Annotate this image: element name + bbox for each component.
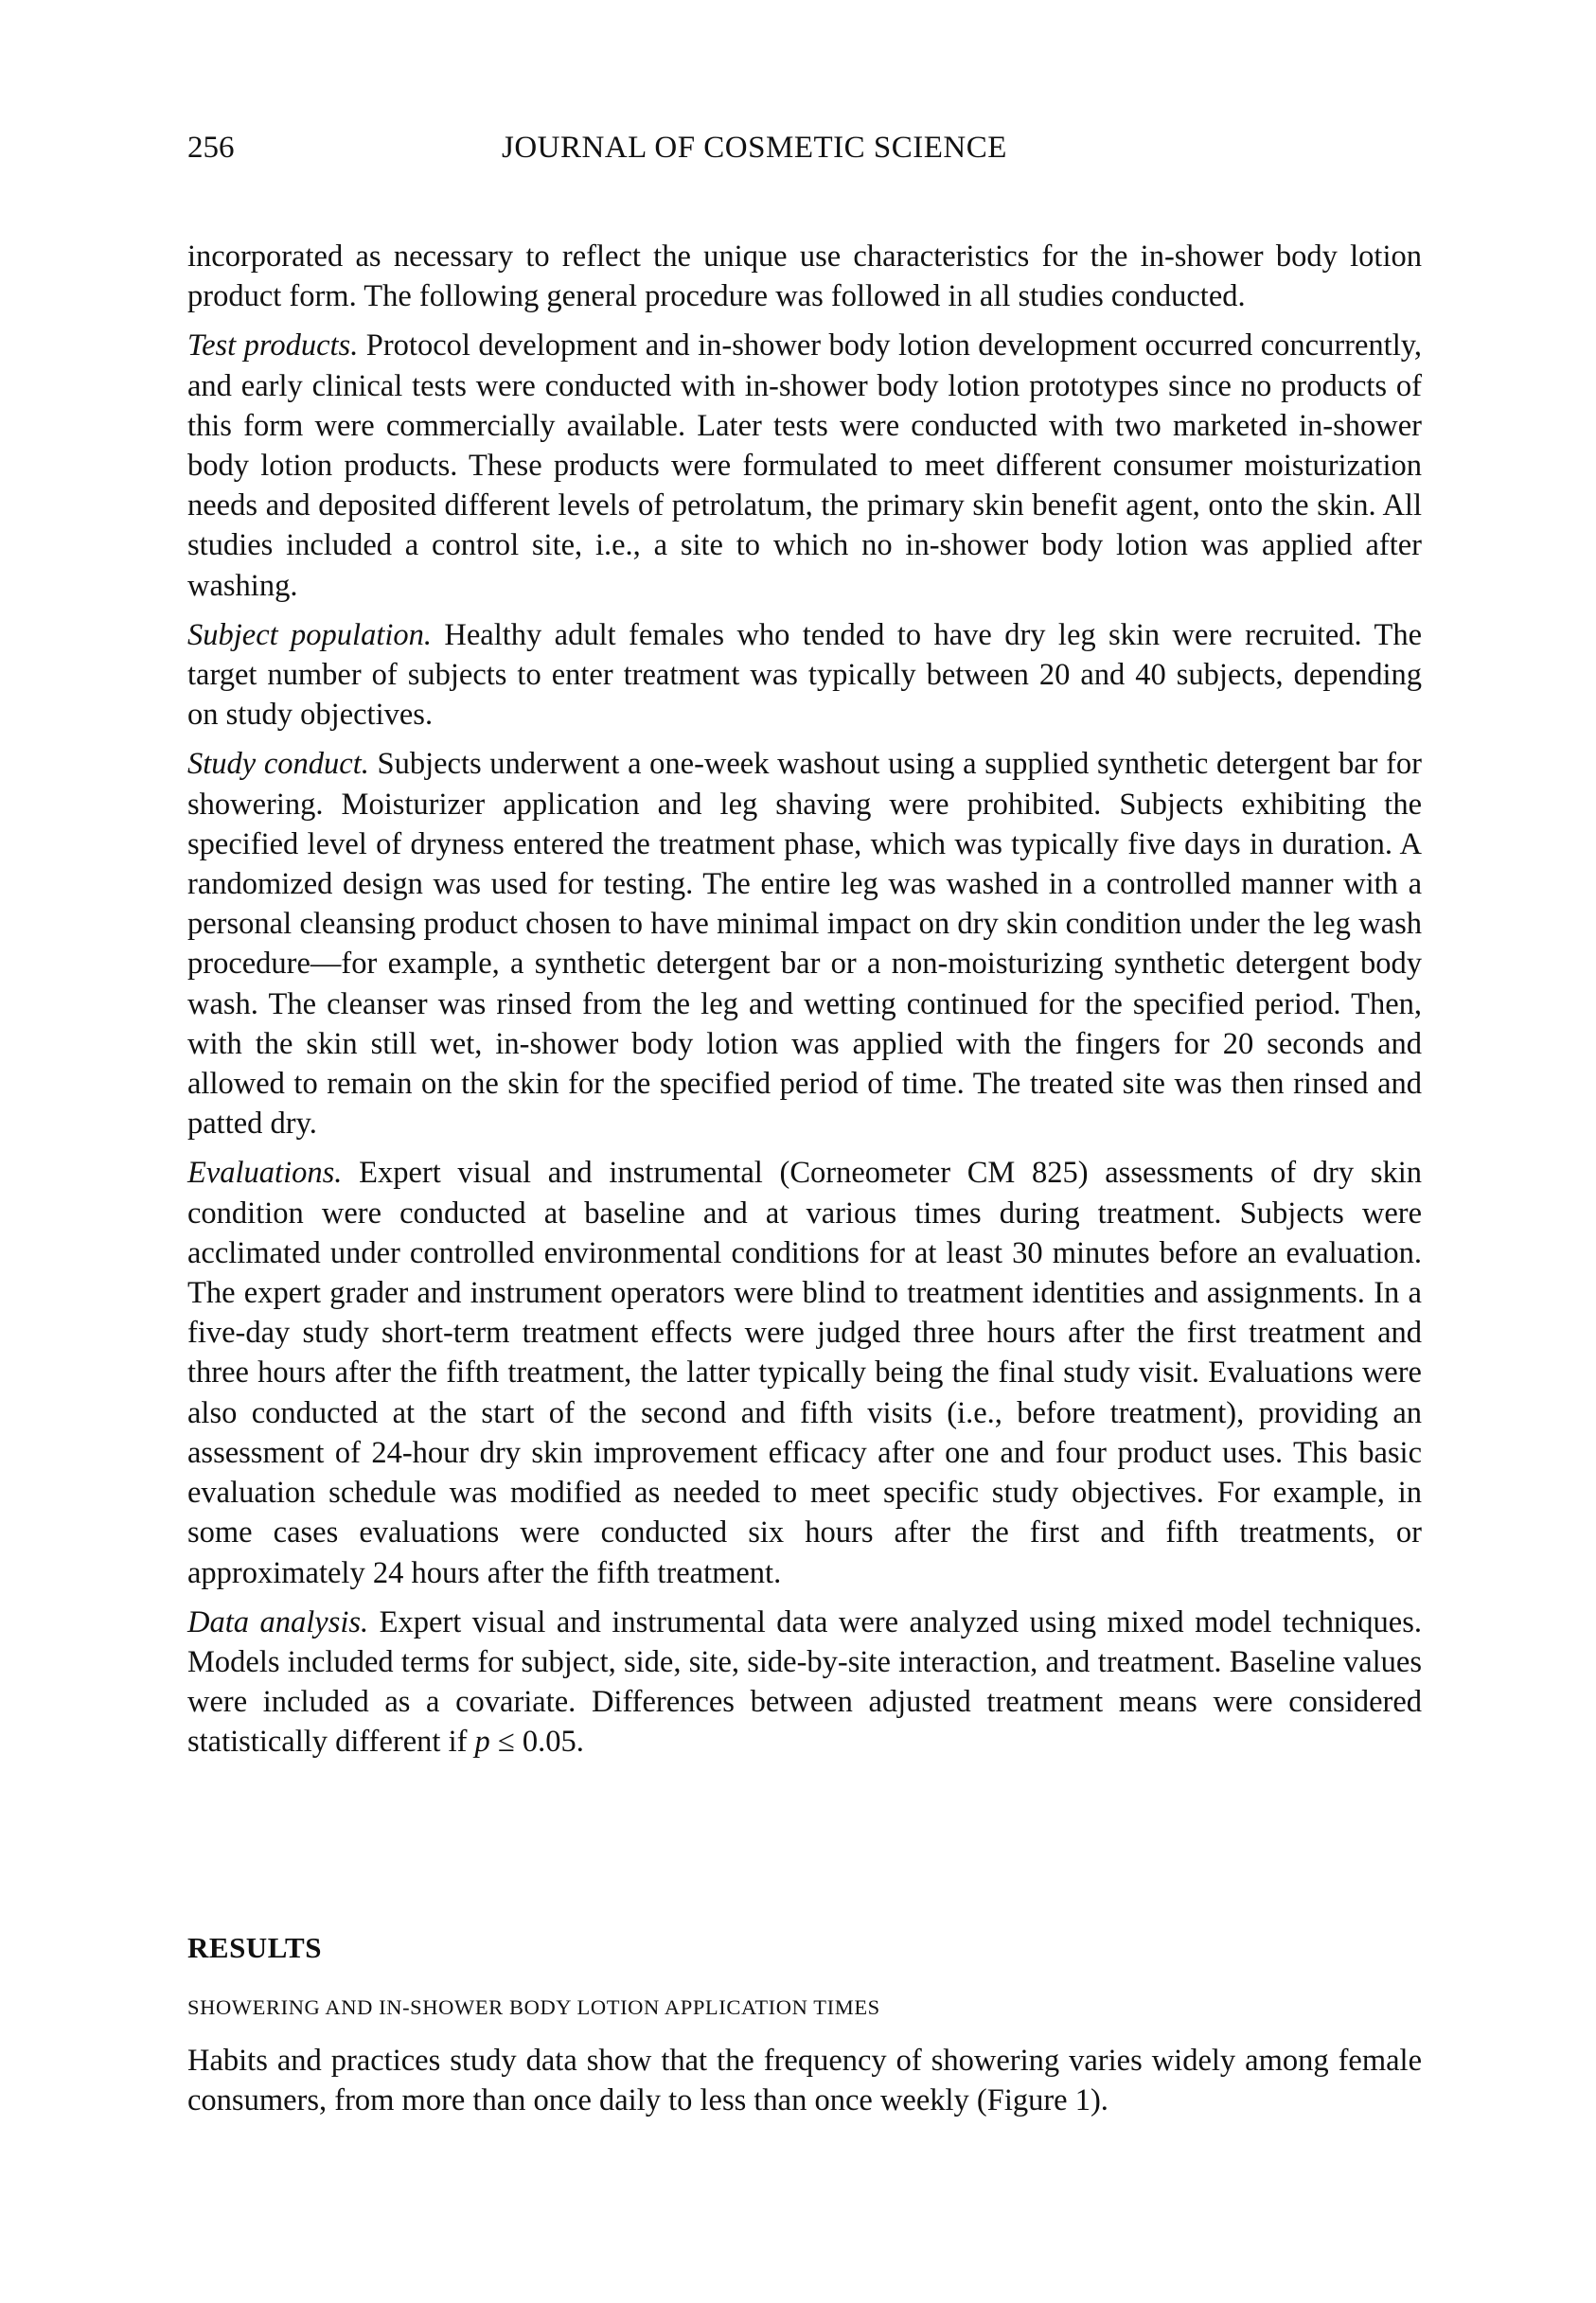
page-number: 256 <box>187 131 235 165</box>
results-body <box>187 2041 1422 2130</box>
p-value-variable: p <box>474 1725 490 1760</box>
paragraph-evaluations <box>187 1153 1422 1592</box>
runin-heading-subject-population: Subject population. <box>187 617 433 652</box>
paragraph-data-analysis <box>187 1603 1422 1763</box>
paragraph-text: Protocol development and in-shower body lotion development occurred concurrently, and early clinical tests were conducted with in-shower body lotion prototypes since no products of this form were commercially available. Later tests were conducted with two marketed in-shower body lotion products. These products were formulated to meet different consumer moisturization needs and deposited different levels of petrolatum, the primary skin benefit agent, onto the skin. All studies included a control site, i.e., a site to which no in-shower body lotion was applied after washing. <box>187 328 1422 603</box>
paragraph-text: Expert visual and instrumental (Corneometer CM 825) assessments of dry skin condition were conducted at baseline and at various times during treatment. Subjects were acclimated under controlled environmental conditions for at least 30 minutes before an evaluation. The expert grader and instrument operators were blind to treatment identities and assignments. In a five-day study short-term treatment effects were judged three hours after the first treatment and three hours after the fifth treatment, the latter typically being the final study visit. Evaluations were also conducted at the start of the second and fifth visits (i.e., before treatment), providing an assessment of 24-hour dry skin improvement efficacy after one and four product uses. This basic evaluation schedule was modified as needed to meet specific study objectives. For example, in some cases evaluations were conducted six hours after the first and fifth treatments, or approximately 24 hours after the fifth treatment. <box>187 1156 1422 1590</box>
running-head <box>187 131 1422 168</box>
paragraph-intro-continuation <box>187 237 1422 316</box>
paragraph-test-products <box>187 326 1422 605</box>
paragraph-text: Habits and practices study data show that the frequency of showering varies widely among female consumers, from more than once daily to less than once weekly (Figure 1). <box>187 2044 1422 2118</box>
runin-heading-study-conduct: Study conduct. <box>187 747 369 782</box>
runin-heading-test-products: Test products. <box>187 328 359 363</box>
paragraph-subject-population <box>187 615 1422 735</box>
journal-title: JOURNAL OF COSMETIC SCIENCE <box>502 131 1007 165</box>
paragraph-text: Subjects underwent a one-week washout using a supplied synthetic detergent bar for showering. Moisturizer application and leg shaving were prohibited. Subjects exhibiting the specified level of dryness entered the treatment phase, which was typically five days in duration. A randomized design was used for testing. The entire leg was washed in a controlled manner with a personal cleansing product chosen to have minimal impact on dry skin condition under the leg wash procedure—for example, a synthetic detergent bar or a non-moisturizing synthetic detergent body wash. The cleanser was rinsed from the leg and wetting continued for the specified period. Then, with the skin still wet, in-shower body lotion was applied with the fingers for 20 seconds and allowed to remain on the skin for the specified period of time. The treated site was then rinsed and patted dry. <box>187 747 1422 1142</box>
subsection-heading: SHOWERING AND IN-SHOWER BODY LOTION APPLICATION TIMES <box>187 1995 880 2019</box>
methods-body <box>187 237 1422 1772</box>
paragraph-results <box>187 2041 1422 2120</box>
paragraph-text: incorporated as necessary to reflect the unique use characteristics for the in-shower body lotion product form. The following general procedure was followed in all studies conducted. <box>187 239 1422 314</box>
paragraph-study-conduct <box>187 744 1422 1143</box>
paragraph-text: Healthy adult females who tended to have dry leg skin were recruited. The target number of subjects to enter treatment was typically between 20 and 40 subjects, depending on study objectives. <box>187 617 1423 733</box>
runin-heading-evaluations: Evaluations. <box>187 1156 343 1191</box>
section-heading-results: RESULTS <box>187 1931 322 1964</box>
runin-heading-data-analysis: Data analysis. <box>187 1604 369 1639</box>
paragraph-text: Expert visual and instrumental data were analyzed using mixed model techniques. Models included terms for subject, side, site, side-by-site interaction, and treatment. Baseline values were included as a covariate. Differences between adjusted treatment means were considered statistically different if <box>187 1604 1422 1760</box>
paragraph-text-end: ≤ 0.05. <box>489 1725 584 1760</box>
